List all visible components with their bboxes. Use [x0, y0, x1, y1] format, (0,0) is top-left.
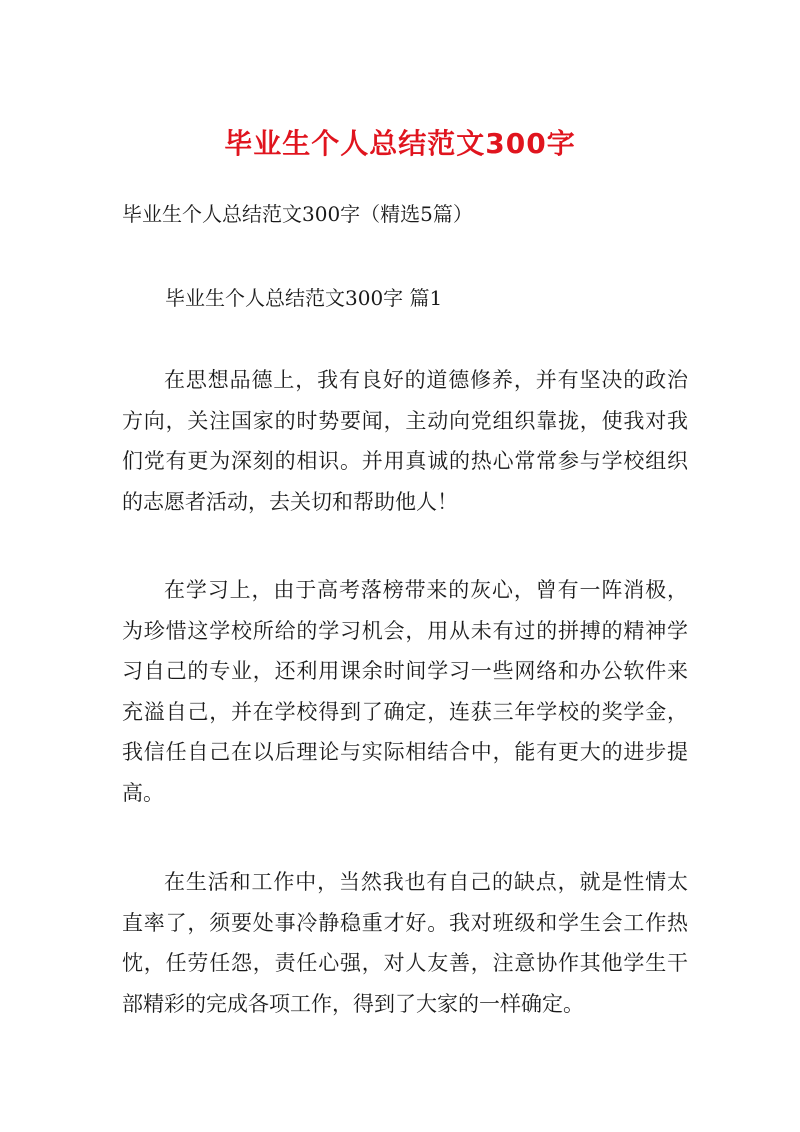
paragraph-moral-character: 在思想品德上，我有良好的道德修养，并有坚决的政治方向，关注国家的时势要闻，主动向党组织靠拢，使我对我们党有更为深刻的相识。并用真诚的热心常常参与学校组织的志愿者活动，去关切和帮助他人！	[122, 368, 688, 514]
paragraph-life-and-work: 在生活和工作中，当然我也有自己的缺点，就是性情太直率了，须要处事冷静稳重才好。我对班级和学生会工作热忱，任劳任怨，责任心强，对人友善，注意协作其他学生干部精彩的完成各项工作，得到了大家的一样确定。	[122, 870, 688, 1016]
page-title: 毕业生个人总结范文300字	[224, 127, 576, 160]
paragraph-study: 在学习上，由于高考落榜带来的灰心，曾有一阵消极，为珍惜这学校所给的学习机会，用从未有过的拼搏的精神学习自己的专业，还利用课余时间学习一些网络和办公软件来充溢自己，并在学校得到了确定，连获三年学校的奖学金，我信任自己在以后理论与实际相结合中，能有更大的进步提高。	[122, 578, 688, 805]
document-subtitle: 毕业生个人总结范文300字（精选5篇）	[122, 202, 473, 226]
section-heading: 毕业生个人总结范文300字 篇1	[165, 286, 443, 310]
